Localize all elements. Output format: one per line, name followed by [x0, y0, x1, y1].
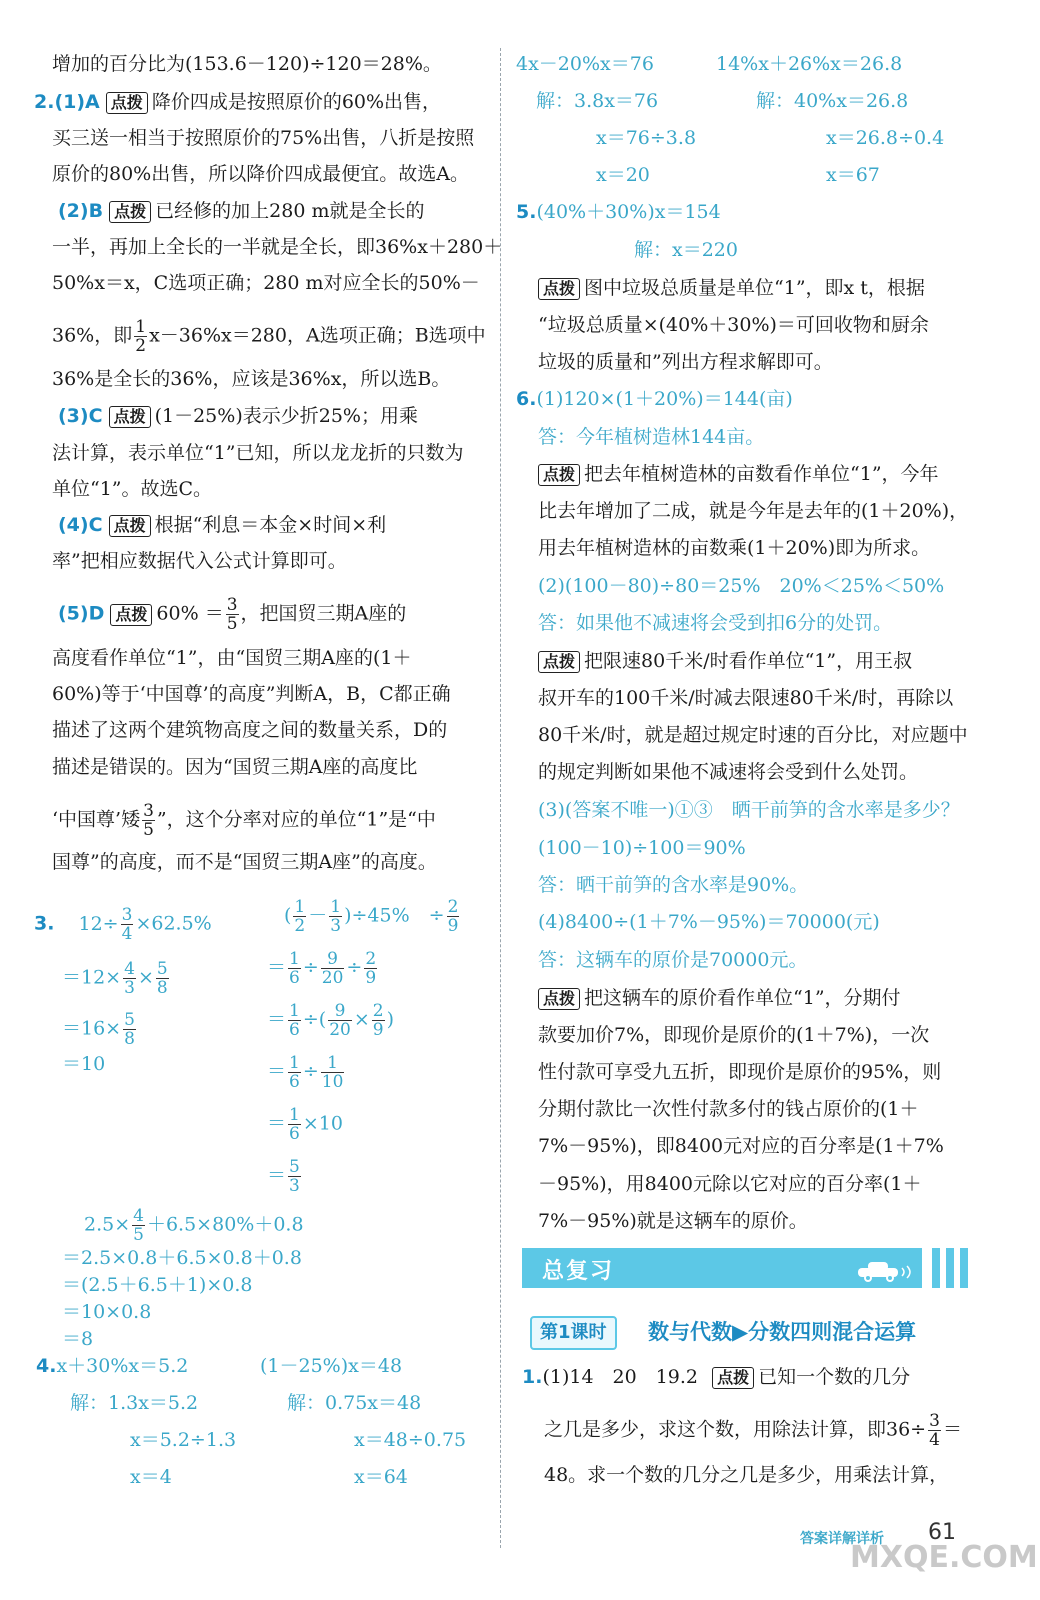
text-line: 国尊”的高度，而不是“国贸三期A座”的高度。 [52, 851, 437, 873]
expr: 12÷ [78, 912, 119, 935]
text-line: 7%－95%)就是这辆车的原价。 [538, 1210, 808, 1232]
text-line: 描述是错误的。因为“国贸三期A座的高度比 [52, 756, 418, 778]
denominator: 9 [365, 968, 377, 988]
equation-c-line-3: x＝76÷3.8 [596, 127, 697, 149]
numerator: 2 [365, 949, 377, 969]
calc-b-line-4 [267, 1054, 346, 1091]
text-fragment: 36%，即 [52, 324, 133, 347]
hint-line [538, 276, 925, 300]
text-line: 比去年增加了二成，就是今年是去年的(1＋20%)， [538, 500, 969, 522]
text-line: 原价的80%出售，所以降价四成最便宜。故选A。 [52, 163, 469, 185]
numerator: 4 [133, 1206, 144, 1226]
calc-line: (4)8400÷(1＋7%－95%)＝70000(元) [538, 911, 880, 933]
fraction [156, 960, 169, 997]
question-2-item-3 [58, 404, 418, 428]
hint-tag: 点拨 [538, 464, 580, 486]
expr: ＝12× [62, 966, 122, 989]
text-line: 描述了这两个建筑物高度之间的数量关系，D的 [52, 719, 448, 741]
answer-line: 答：如果他不减速将会受到扣6分的处罚。 [538, 612, 893, 634]
equation-d-line-1: 14%x＋26%x＝26.8 [716, 53, 903, 75]
expr: (1)14 20 19.2 [542, 1366, 699, 1388]
footer-label: 答案详解详析 [800, 1531, 884, 1547]
calc-c-line-5: ＝8 [62, 1328, 94, 1350]
text-line: 高度看作单位“1”，由“国贸三期A座的(1＋ [52, 647, 412, 669]
numerator: 1 [289, 1053, 300, 1073]
expr: ＝16× [62, 1017, 122, 1040]
fraction [288, 950, 301, 987]
answer-label: (3)C [58, 405, 103, 427]
calc-line: (3)(答案不唯一)①③ 晒干前笋的含水率是多少？ [538, 799, 960, 821]
text-line: 60%)等于‘中国尊’的高度”判断A，B，C都正确 [52, 683, 451, 705]
text-line: 买三送一相当于按照原价的75%出售，八折是按照 [52, 127, 475, 149]
denominator: 3 [289, 1176, 300, 1196]
hint-line [538, 649, 912, 673]
denominator: 6 [289, 1072, 300, 1092]
question-2-item-4 [58, 513, 386, 537]
calc-line: (2)(100－80)÷80＝25% 20%＜25%＜50% [538, 575, 945, 597]
fraction [447, 898, 460, 935]
expr: ＝ [267, 1112, 287, 1135]
hint-tag: 点拨 [109, 406, 151, 428]
denominator: 6 [289, 1124, 300, 1144]
fraction [132, 1207, 145, 1244]
question-2-item-2 [58, 199, 424, 223]
text-line: 性付款可享受九五折，即现价是原价的95%，则 [538, 1061, 942, 1083]
fraction [134, 318, 147, 355]
fraction [288, 1002, 301, 1039]
calc-b-line-2 [267, 950, 379, 987]
hint-tag: 点拨 [712, 1367, 754, 1389]
expr: (1)120×(1＋20%)＝144(亩) [536, 388, 793, 410]
question-number: 1. [522, 1366, 543, 1388]
text-line: 叔开车的100千米/时减去限速80千米/时，再除以 [538, 687, 954, 709]
denominator: 9 [372, 1020, 384, 1040]
answer-label: (1)A [54, 91, 100, 113]
question-2-item-1 [34, 90, 441, 114]
text-line: 率”把相应数据代入公式计算即可。 [52, 550, 347, 572]
lesson-header [530, 1316, 968, 1350]
fraction [288, 1106, 301, 1143]
column-divider [500, 48, 501, 1548]
fraction [372, 1002, 385, 1039]
text-line: 用去年植树造林的亩数乘(1＋20%)即为所求。 [538, 537, 931, 559]
expr: x＋30%x＝5.2 [56, 1355, 189, 1377]
text-line: 降价四成是按照原价的60%出售， [151, 91, 442, 113]
question-1-line-1 [522, 1365, 910, 1389]
banner-title: 总复习 [542, 1259, 615, 1284]
text-line: 图中垃圾总质量是单位“1”，即x t，根据 [584, 277, 925, 299]
denominator: 10 [321, 1072, 344, 1092]
text-line: 7%－95%)，即8400元对应的百分率是(1＋7% [538, 1135, 944, 1157]
answer-label: (4)C [58, 514, 103, 536]
denominator: 4 [929, 1430, 940, 1450]
calc-b-line-1: ( $\frac{1}{2}$ － $\frac{1}{3}$ )÷45% ÷ $\frac{2}{9}$ [284, 897, 459, 936]
text-line: 款要加价7%，即现价是原价的(1＋7%)，一次 [538, 1024, 930, 1046]
fraction [123, 960, 136, 997]
watermark: MXQE.COM [850, 1540, 1038, 1575]
equation-a-line-3: x＝5.2÷1.3 [130, 1429, 237, 1451]
expr: ÷ [302, 956, 319, 979]
numerator: 9 [328, 1002, 352, 1021]
text-line: 根据“利息＝本金×时间×利 [154, 514, 387, 536]
numerator: 5 [156, 959, 168, 979]
text-line: (1－25%)表示少折25%；用乘 [154, 405, 418, 427]
text-line: 垃圾的质量和”列出方程求解即可。 [538, 351, 833, 373]
fraction [321, 1054, 345, 1091]
question-number: 4. [36, 1355, 57, 1377]
text-line [52, 318, 486, 355]
calc-c-line-4: ＝10×0.8 [62, 1301, 152, 1323]
calc-b-line-6 [267, 1158, 303, 1195]
calc-line: (100－10)÷100＝90% [538, 837, 746, 859]
equation-b-line-3: x＝48÷0.75 [354, 1429, 467, 1451]
text-line [52, 802, 436, 839]
equation-b-line-1: (1－25%)x＝48 [260, 1355, 403, 1377]
expr: ÷ [346, 956, 363, 979]
equation-c-line-2: 解：3.8x＝76 [536, 90, 659, 112]
numerator: 3 [121, 905, 133, 925]
fraction [121, 906, 134, 943]
text-fragment: ＝ [942, 1418, 962, 1441]
hint-tag: 点拨 [110, 604, 152, 626]
denominator: 9 [447, 916, 459, 936]
numerator: 3 [226, 595, 238, 615]
expr: ÷ [302, 1060, 319, 1083]
text-line: 已经修的加上280 m就是全长的 [155, 200, 425, 222]
expr: ÷45% ÷ [351, 904, 445, 927]
text-line: 增加的百分比为(153.6－120)÷120＝28%。 [52, 53, 442, 75]
expr: ×10 [302, 1112, 343, 1135]
denominator: 4 [121, 924, 133, 944]
answer-line: 答：这辆车的原价是70000元。 [538, 949, 808, 971]
question-5-line-1 [516, 200, 721, 224]
expr: ＝ [267, 1008, 287, 1031]
question-number: 3. [34, 912, 55, 935]
equation-d-line-3: x＝26.8÷0.4 [826, 127, 945, 149]
numerator: 1 [289, 1001, 300, 1021]
expr: 2.5× [84, 1213, 131, 1236]
numerator: 2 [372, 1001, 384, 1021]
denominator: 5 [133, 1225, 144, 1245]
banner-stripe [960, 1248, 968, 1288]
denominator: 6 [289, 968, 300, 988]
denominator: 3 [330, 916, 342, 936]
car-icon [854, 1260, 914, 1282]
question-number: 5. [516, 201, 537, 223]
text-line: 已知一个数的几分 [758, 1366, 911, 1388]
calc-c-line-2: ＝2.5×0.8＋6.5×0.8＋0.8 [62, 1247, 302, 1269]
denominator: 6 [289, 1020, 300, 1040]
equation-a-line-2: 解：1.3x＝5.2 [70, 1392, 199, 1414]
calc-a-line-3 [62, 1011, 138, 1048]
fraction [328, 1002, 352, 1039]
question-5-line-2: 解：x＝220 [634, 239, 738, 261]
fraction [293, 898, 306, 935]
fraction [928, 1412, 941, 1449]
fraction [329, 898, 342, 935]
denominator: 5 [143, 820, 154, 840]
hint-line [538, 986, 901, 1010]
fraction [288, 1158, 301, 1195]
expr: (40%＋30%)x＝154 [536, 201, 721, 223]
denominator: 5 [226, 614, 238, 634]
expr: ＝ [267, 1060, 287, 1083]
expr: ＋6.5×80%＋0.8 [146, 1213, 304, 1236]
denominator: 8 [124, 1029, 135, 1049]
page-number: 61 [928, 1520, 956, 1545]
text-line: 36%是全长的36%，应该是36%x，所以选B。 [52, 368, 451, 390]
denominator: 20 [321, 968, 344, 988]
numerator: 1 [330, 897, 342, 917]
calc-c-line-1 [84, 1207, 304, 1244]
fraction [364, 950, 377, 987]
text-fragment: 之几是多少，求这个数，用除法计算，即36÷ [544, 1418, 927, 1441]
text-line: 的规定判断如果他不减速将会受到什么处罚。 [538, 761, 919, 783]
hint-tag: 点拨 [538, 278, 580, 300]
answer-line: 答：晒干前笋的含水率是90%。 [538, 874, 809, 896]
text-line: 把限速80千米/时看作单位“1”，用王叔 [584, 650, 913, 672]
banner-stripe [932, 1248, 940, 1288]
fraction [288, 1054, 301, 1091]
denominator: 20 [329, 1020, 351, 1040]
hint-tag: 点拨 [109, 515, 151, 537]
text-line: 把去年植树造林的亩数看作单位“1”，今年 [584, 463, 939, 485]
text-fragment: 60% ＝ [156, 602, 224, 625]
text-fragment: ”，这个分率对应的单位“1”是“中 [156, 808, 436, 831]
denominator: 2 [135, 336, 147, 356]
numerator: 5 [289, 1157, 300, 1177]
hint-tag: 点拨 [106, 92, 148, 114]
equation-c-line-4: x＝20 [596, 164, 650, 186]
numerator: 4 [124, 959, 135, 979]
answer-line: 答：今年植树造林144亩。 [538, 426, 765, 448]
hint-line [538, 462, 939, 486]
numerator: 1 [135, 317, 147, 337]
fraction [142, 802, 155, 839]
fraction [123, 1011, 136, 1048]
text-line: 48。求一个数的几分之几是多少，用乘法计算， [544, 1464, 949, 1486]
numerator: 1 [321, 1054, 345, 1073]
text-fragment: ，把国贸三期A座的 [240, 602, 407, 625]
equation-b-line-4: x＝64 [354, 1466, 408, 1488]
answer-label: (2)B [58, 200, 104, 222]
numerator: 1 [294, 897, 306, 917]
numerator: 1 [289, 949, 300, 969]
expr: ＝ [267, 1164, 287, 1187]
numerator: 3 [143, 801, 154, 821]
equation-d-line-2: 解：40%x＝26.8 [756, 90, 909, 112]
lesson-title: 数与代数▶分数四则混合运算 [648, 1320, 917, 1344]
denominator: 2 [294, 916, 306, 936]
banner-stripe [946, 1248, 954, 1288]
text-line: 分期付款比一次性付款多付的钱占原价的(1＋ [538, 1098, 919, 1120]
text-fragment: x－36%x＝280，A选项正确；B选项中 [149, 324, 486, 347]
calc-a-line-1 [34, 906, 212, 943]
fraction [321, 950, 345, 987]
equation-d-line-4: x＝67 [826, 164, 880, 186]
denominator: 3 [124, 978, 135, 998]
hint-tag: 点拨 [109, 201, 151, 223]
question-6-line-1 [516, 387, 793, 411]
fraction [226, 596, 239, 633]
calc-b-line-5 [267, 1106, 343, 1143]
numerator: 5 [124, 1010, 135, 1030]
numerator: 1 [289, 1105, 300, 1125]
question-number: 6. [516, 388, 537, 410]
denominator: 8 [156, 978, 168, 998]
text-line: 法计算，表示单位“1”已知，所以龙龙折的只数为 [52, 442, 464, 464]
calc-a-line-2: ＝12× $\frac{4}{3}$ × $\frac{5}{8}$ [62, 959, 168, 998]
calc-b-line-3: ＝ $\frac{1}{6}$ ÷( $\frac{9}{20}$ × $\frac{2}{9}$ ) [267, 1001, 394, 1040]
question-2-item-5 [58, 596, 406, 633]
expr: ×62.5% [135, 912, 212, 935]
text-line [544, 1412, 962, 1449]
numerator: 2 [447, 897, 459, 917]
text-line: 一半，再加上全长的一半就是全长，即36%x＋280＋ [52, 236, 503, 258]
hint-tag: 点拨 [538, 988, 580, 1010]
expr: ＝ [267, 956, 287, 979]
text-line: 单位“1”。故选C。 [52, 478, 213, 500]
hint-tag: 点拨 [538, 651, 580, 673]
text-line: 把这辆车的原价看作单位“1”，分期付 [584, 987, 901, 1009]
equation-a-line-1 [36, 1354, 188, 1378]
answer-label: (5)D [58, 602, 105, 625]
text-line: 80千米/时，就是超过规定时速的百分比，对应题中 [538, 724, 968, 746]
numerator: 3 [929, 1411, 940, 1431]
calc-c-line-3: ＝(2.5＋6.5＋1)×0.8 [62, 1274, 253, 1296]
text-fragment: ‘中国尊’矮 [52, 808, 141, 831]
calc-a-line-4: ＝10 [62, 1053, 106, 1075]
lesson-label: 第1课时 [530, 1316, 617, 1350]
equation-a-line-4: x＝4 [130, 1466, 172, 1488]
equation-b-line-2: 解：0.75x＝48 [287, 1392, 422, 1414]
question-number: 2. [34, 91, 55, 113]
expr: ÷ [302, 1008, 319, 1031]
text-line: －95%)，用8400元除以它对应的百分率(1＋ [538, 1173, 922, 1195]
section-banner [522, 1248, 968, 1288]
equation-c-line-1: 4x－20%x＝76 [516, 53, 654, 75]
text-line: 50%x＝x，C选项正确；280 m对应全长的50%－ [52, 272, 480, 294]
numerator: 9 [321, 950, 345, 969]
text-line: “垃圾总质量×(40%＋30%)＝可回收物和厨余 [538, 314, 929, 336]
